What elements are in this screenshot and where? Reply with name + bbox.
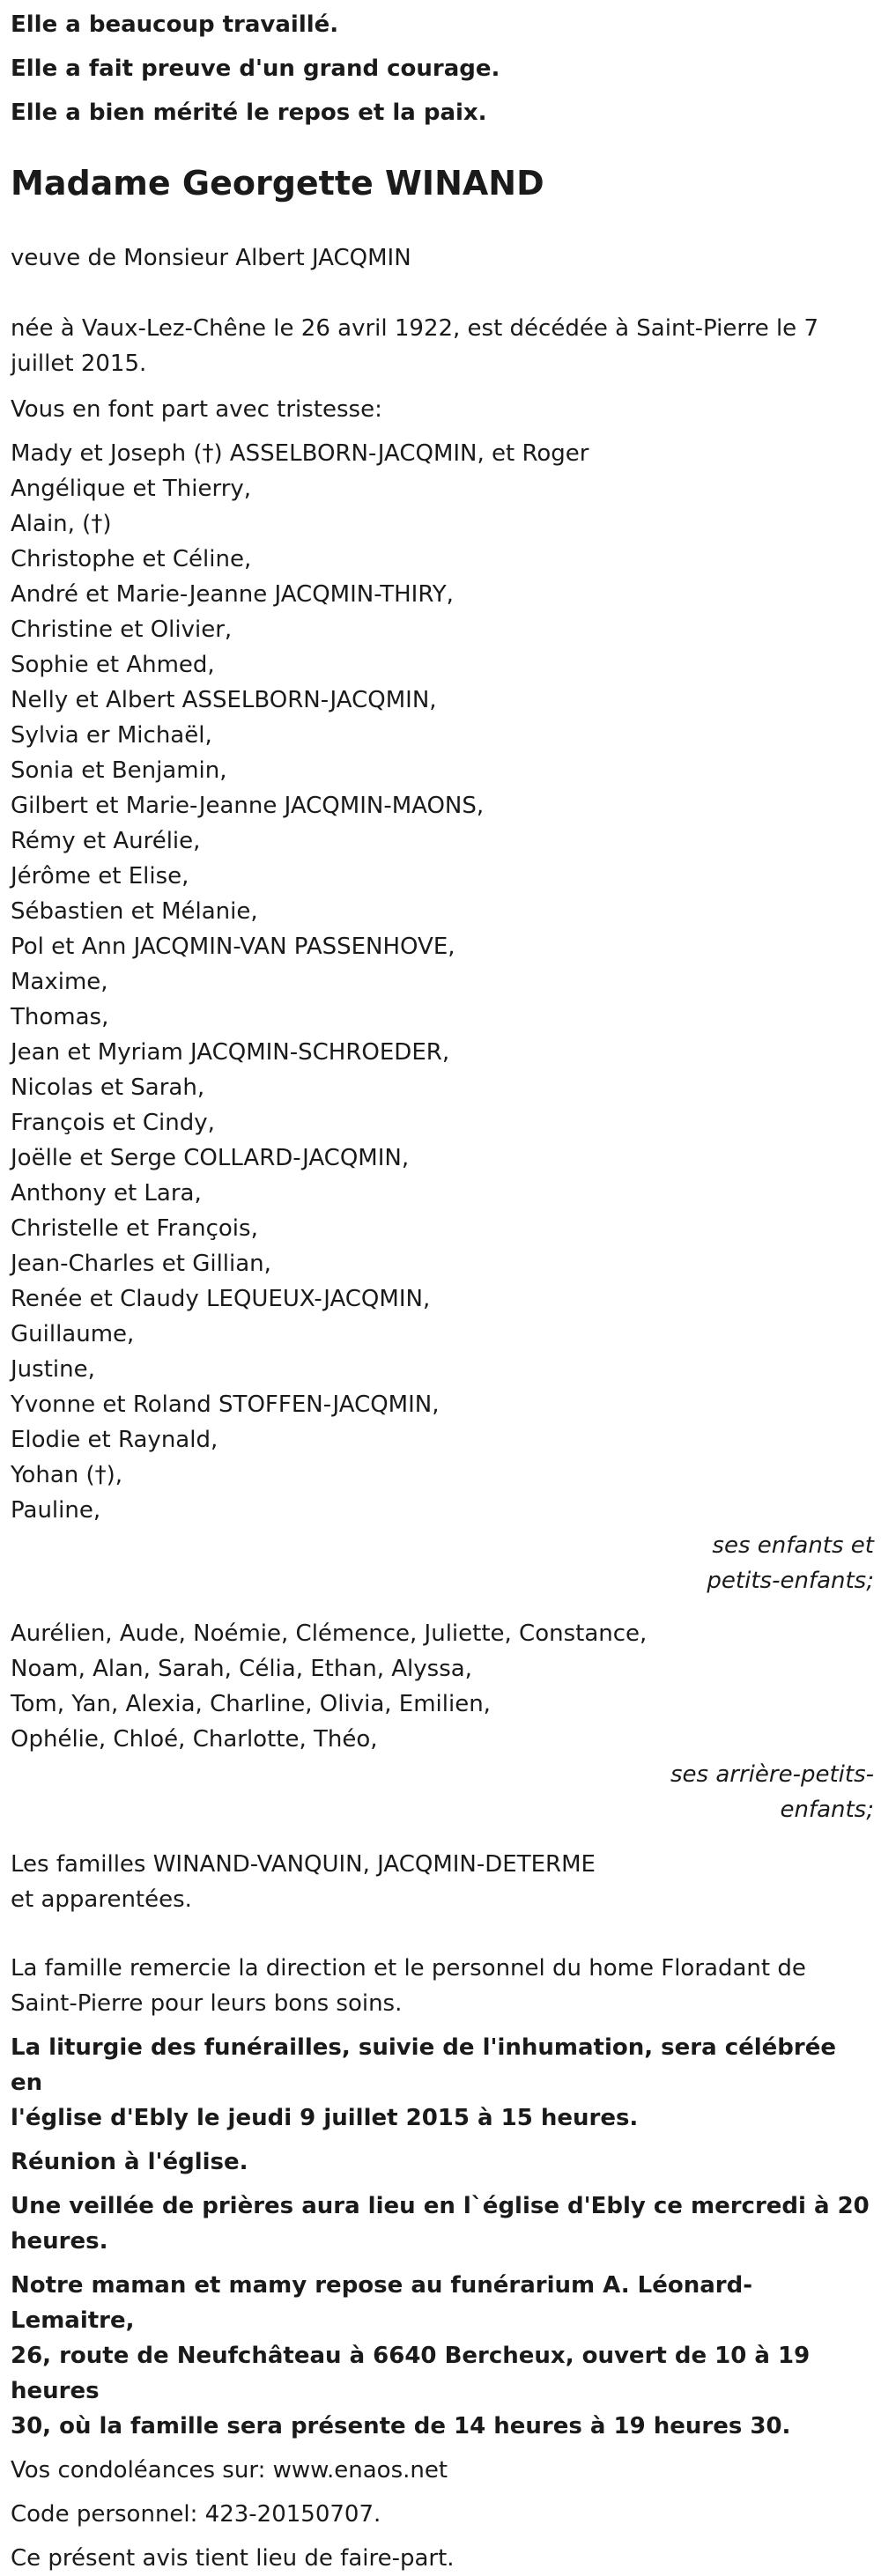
family-list-item: François et Cindy, <box>11 1110 215 1136</box>
family-list-item: André et Marie-Jeanne JACQMIN-THIRY, <box>11 581 454 608</box>
great-grandchildren-line: Noam, Alan, Sarah, Célia, Ethan, Alyssa, <box>11 1656 472 1682</box>
family-list-item: Pol et Ann JACQMIN-VAN PASSENHOVE, <box>11 934 455 960</box>
vigil-paragraph <box>11 2188 870 2259</box>
thanks-line-1: La famille remercie la direction et le personnel du home Floradant de <box>11 1955 806 1982</box>
relation-great-line-2: enfants; <box>780 1797 874 1823</box>
relation-great-line-1: ses arrière-petits- <box>670 1761 874 1788</box>
vigil-line-1: Une veillée de prières aura lieu en l`église d'Ebly ce mercredi à 20 <box>11 2193 870 2219</box>
funerarium-paragraph <box>11 2268 870 2444</box>
family-list-item: Nelly et Albert ASSELBORN-JACQMIN, <box>11 687 437 713</box>
family-list-item: Sylvia er Michaël, <box>11 722 212 749</box>
poem-line-1: Elle a beaucoup travaillé. <box>11 11 339 38</box>
birth-death-paragraph <box>11 311 870 381</box>
obituary-page <box>0 3 881 2576</box>
family-list-item: Rémy et Aurélie, <box>11 828 201 854</box>
family-list-item: Christelle et François, <box>11 1215 258 1242</box>
family-list-item: Yohan (†), <box>11 1462 123 1488</box>
family-list-item: Mady et Joseph (†) ASSELBORN-JACQMIN, et Roger <box>11 440 589 467</box>
liturgy-line-2: l'église d'Ebly le jeudi 9 juillet 2015 à 15 heures. <box>11 2105 639 2131</box>
relation-children-line-1: ses enfants et <box>712 1532 874 1559</box>
funerarium-line-3: 30, où la famille sera présente de 14 heures à 19 heures 30. <box>11 2413 791 2439</box>
personal-code-line: Code personnel: 423-20150707. <box>11 2501 381 2528</box>
condolences-line: Vos condoléances sur: www.enaos.net <box>11 2457 448 2484</box>
relation-children <box>11 1528 874 1598</box>
family-list-item: Jean et Myriam JACQMIN-SCHROEDER, <box>11 1039 450 1066</box>
great-grandchildren-list <box>11 1616 870 1757</box>
great-grandchildren-line: Tom, Yan, Alexia, Charline, Olivia, Emilien, <box>11 1691 491 1717</box>
families-paragraph <box>11 1847 870 1917</box>
liturgy-paragraph <box>11 2030 870 2136</box>
family-list-item: Nicolas et Sarah, <box>11 1074 205 1101</box>
poem-line-2: Elle a fait preuve d'un grand courage. <box>11 55 500 82</box>
family-list-item: Yvonne et Roland STOFFEN-JACQMIN, <box>11 1391 440 1418</box>
notice-line: Ce présent avis tient lieu de faire-part. <box>11 2545 455 2572</box>
families-line-2: et apparentées. <box>11 1886 192 1913</box>
family-list-item: Anthony et Lara, <box>11 1180 202 1207</box>
birth-death-line-2: juillet 2015. <box>11 351 147 377</box>
family-list-item: Joëlle et Serge COLLARD-JACQMIN, <box>11 1145 410 1171</box>
family-list <box>11 436 870 1528</box>
poem <box>11 3 870 135</box>
liturgy-line-1: La liturgie des funérailles, suivie de l'inhumation, sera célébrée en <box>11 2034 836 2096</box>
family-list-item: Thomas, <box>11 1004 109 1030</box>
great-grandchildren-line: Aurélien, Aude, Noémie, Clémence, Juliette, Constance, <box>11 1620 648 1647</box>
family-list-item: Jérôme et Elise, <box>11 863 189 889</box>
family-list-item: Jean-Charles et Gillian, <box>11 1251 271 1277</box>
great-grandchildren-line: Ophélie, Chloé, Charlotte, Théo, <box>11 1726 378 1753</box>
family-list-item: Justine, <box>11 1356 95 1383</box>
family-list-item: Sébastien et Mélanie, <box>11 898 258 925</box>
deceased-name: Madame Georgette WINAND <box>11 164 544 203</box>
reunion-line: Réunion à l'église. <box>11 2149 248 2175</box>
family-list-item: Elodie et Raynald, <box>11 1427 218 1453</box>
family-list-item: Sonia et Benjamin, <box>11 757 227 784</box>
family-list-item: Pauline, <box>11 1497 101 1524</box>
family-list-item: Renée et Claudy LEQUEUX-JACQMIN, <box>11 1286 431 1312</box>
funerarium-line-2: 26, route de Neufchâteau à 6640 Bercheux, ouvert de 10 à 19 heures <box>11 2343 811 2404</box>
families-line-1: Les familles WINAND-VANQUIN, JACQMIN-DETERME <box>11 1851 596 1878</box>
family-list-item: Angélique et Thierry, <box>11 476 252 502</box>
relation-great-grandchildren <box>11 1757 874 1827</box>
poem-line-3: Elle a bien mérité le repos et la paix. <box>11 100 487 126</box>
thanks-line-2: Saint-Pierre pour leurs bons soins. <box>11 1990 403 2017</box>
announcement-intro: Vous en font part avec tristesse: <box>11 396 382 423</box>
family-list-item: Christophe et Céline, <box>11 546 252 572</box>
family-list-item: Gilbert et Marie-Jeanne JACQMIN-MAONS, <box>11 793 485 819</box>
thanks-paragraph <box>11 1951 870 2021</box>
family-list-item: Sophie et Ahmed, <box>11 652 215 678</box>
family-list-item: Maxime, <box>11 969 108 995</box>
vigil-line-2: heures. <box>11 2228 108 2255</box>
widow-line: veuve de Monsieur Albert JACQMIN <box>11 245 411 271</box>
family-list-item: Guillaume, <box>11 1321 135 1347</box>
family-list-item: Christine et Olivier, <box>11 616 233 643</box>
birth-death-line-1: née à Vaux-Lez-Chêne le 26 avril 1922, est décédée à Saint-Pierre le 7 <box>11 315 818 342</box>
family-list-item: Alain, (†) <box>11 511 112 537</box>
funerarium-line-1: Notre maman et mamy repose au funérarium A. Léonard-Lemaitre, <box>11 2272 753 2334</box>
relation-children-line-2: petits-enfants; <box>707 1568 874 1594</box>
